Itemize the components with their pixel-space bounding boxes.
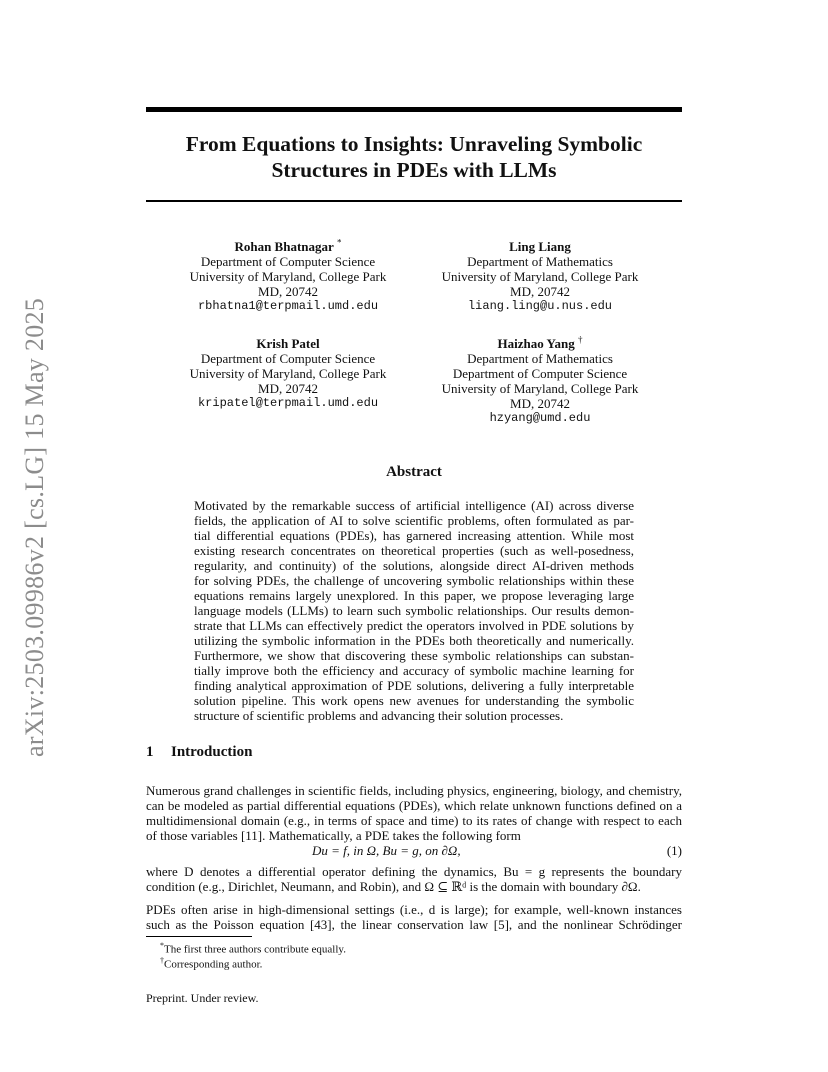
author-block (395, 336, 685, 426)
body-line: multidimensional domain (e.g., in terms of space and time) to its rates of change with respect to each (146, 813, 682, 828)
footnote-text: Corresponding author. (164, 958, 263, 971)
footnote-text: The first three authors contribute equally. (164, 943, 346, 956)
author-block (143, 239, 433, 314)
abstract-line: language models (LLMs) to learn such symbolic relationships. Our results demon- (194, 603, 634, 618)
author-affiliation: University of Maryland, College Park (189, 366, 387, 381)
author-footnote-mark: † (577, 334, 583, 345)
abstract-line: for solving PDEs, the challenge of uncovering symbolic relationships within these (194, 573, 634, 588)
author-affiliation: MD, 20742 (258, 284, 318, 299)
paper-title (146, 131, 682, 183)
author-name: Rohan Bhatnagar (234, 239, 334, 254)
body-line: can be modeled as partial differential equations (PDEs), which relate unknown functions defined on a (146, 798, 682, 813)
abstract-line: finding analytical approximation of PDE solutions, delivering a fully interpretable (194, 678, 634, 693)
author-affiliation: Department of Computer Science (200, 254, 376, 269)
author-block (143, 336, 433, 411)
author-affiliation: University of Maryland, College Park (189, 269, 387, 284)
title-line: From Equations to Insights: Unraveling Symbolic (185, 132, 643, 156)
body-line: condition (e.g., Dirichlet, Neumann, and Robin), and Ω ⊆ ℝᵈ is the domain with boundary ∂Ω. (146, 879, 641, 894)
title-bottom-rule (146, 200, 682, 202)
equation-text: Du = f, in Ω, Bu = g, on ∂Ω, (312, 843, 461, 858)
author-name: Krish Patel (256, 336, 320, 351)
title-top-rule (146, 107, 682, 112)
preprint-note: Preprint. Under review. (146, 991, 259, 1005)
body-line: of those variables [11]. Mathematically, a PDE takes the following form (146, 828, 521, 843)
author-footnote-mark: * (337, 237, 342, 248)
footnote-mark: * (160, 941, 164, 950)
author-affiliation: Department of Mathematics (467, 351, 613, 366)
author-affiliation: MD, 20742 (258, 381, 318, 396)
author-name: Haizhao Yang (497, 336, 575, 351)
footnote-mark: † (160, 956, 164, 965)
author-affiliation: Department of Computer Science (200, 351, 376, 366)
equation-number: (1) (666, 843, 682, 858)
footnote (160, 954, 262, 972)
abstract-line: Motivated by the remarkable success of artificial intelligence (AI) across diverse (194, 498, 634, 513)
abstract-line: Furthermore, we show that discovering these symbolic relationships can substan- (194, 648, 634, 663)
author-affiliation: University of Maryland, College Park (441, 269, 639, 284)
abstract-line: fields, the application of AI to solve scientific problems, often formulated as par- (194, 513, 634, 528)
abstract-line: regularity, and continuity) of the solutions, alongside direct AI-driven methods (194, 558, 634, 573)
author-affiliation: MD, 20742 (510, 396, 570, 411)
author-affiliation: Department of Mathematics (467, 254, 613, 269)
abstract-line: solution pipeline. This work opens new avenues for understanding the symbolic (194, 693, 634, 708)
abstract-line: structure of scientific problems and advancing their solution processes. (194, 708, 564, 723)
section-number: 1 (146, 744, 154, 760)
body-line: where D denotes a differential operator defining the dynamics, Bu = g represents the boundary (146, 864, 682, 879)
body-line: Numerous grand challenges in scientific fields, including physics, engineering, biology, and chemistry, (146, 783, 682, 798)
abstract-line: equations remains largely unexplored. In this paper, we propose leveraging large (194, 588, 634, 603)
body-line: PDEs often arise in high-dimensional settings (i.e., d is large); for example, well-known instances (146, 902, 682, 917)
author-affiliation: Department of Computer Science (452, 366, 628, 381)
author-affiliation: MD, 20742 (510, 284, 570, 299)
section-title: Introduction (171, 744, 253, 760)
section-heading (146, 744, 252, 761)
arxiv-sidebar-stamp: arXiv:2503.09986v2 [cs.LG] 15 May 2025 (20, 297, 49, 757)
abstract-line: utilizing the symbolic information in the PDEs both theoretically and numerically. (194, 633, 634, 648)
abstract-line: strate that LLMs can effectively predict the operators involved in PDE solutions by (194, 618, 634, 633)
author-email: hzyang@umd.edu (489, 411, 591, 425)
author-name: Ling Liang (509, 239, 571, 254)
author-email: rbhatna1@terpmail.umd.edu (197, 299, 379, 313)
title-line: Structures in PDEs with LLMs (271, 158, 557, 182)
abstract-line: existing research concentrates on theoretical properties (such as well-posedness, (194, 543, 634, 558)
abstract-line: tially improve both the efficiency and accuracy of symbolic machine learning for (194, 663, 634, 678)
abstract-line: tial differential equations (PDEs), has garnered increasing attention. While most (194, 528, 634, 543)
body-line: such as the Poisson equation [43], the linear conservation law [5], and the nonlinear Schrödinger (146, 917, 682, 932)
author-block (395, 239, 685, 314)
abstract-heading: Abstract (386, 464, 442, 480)
author-email: liang.ling@u.nus.edu (467, 299, 613, 313)
author-email: kripatel@terpmail.umd.edu (197, 396, 379, 410)
footnote-rule (146, 936, 252, 937)
author-affiliation: University of Maryland, College Park (441, 381, 639, 396)
